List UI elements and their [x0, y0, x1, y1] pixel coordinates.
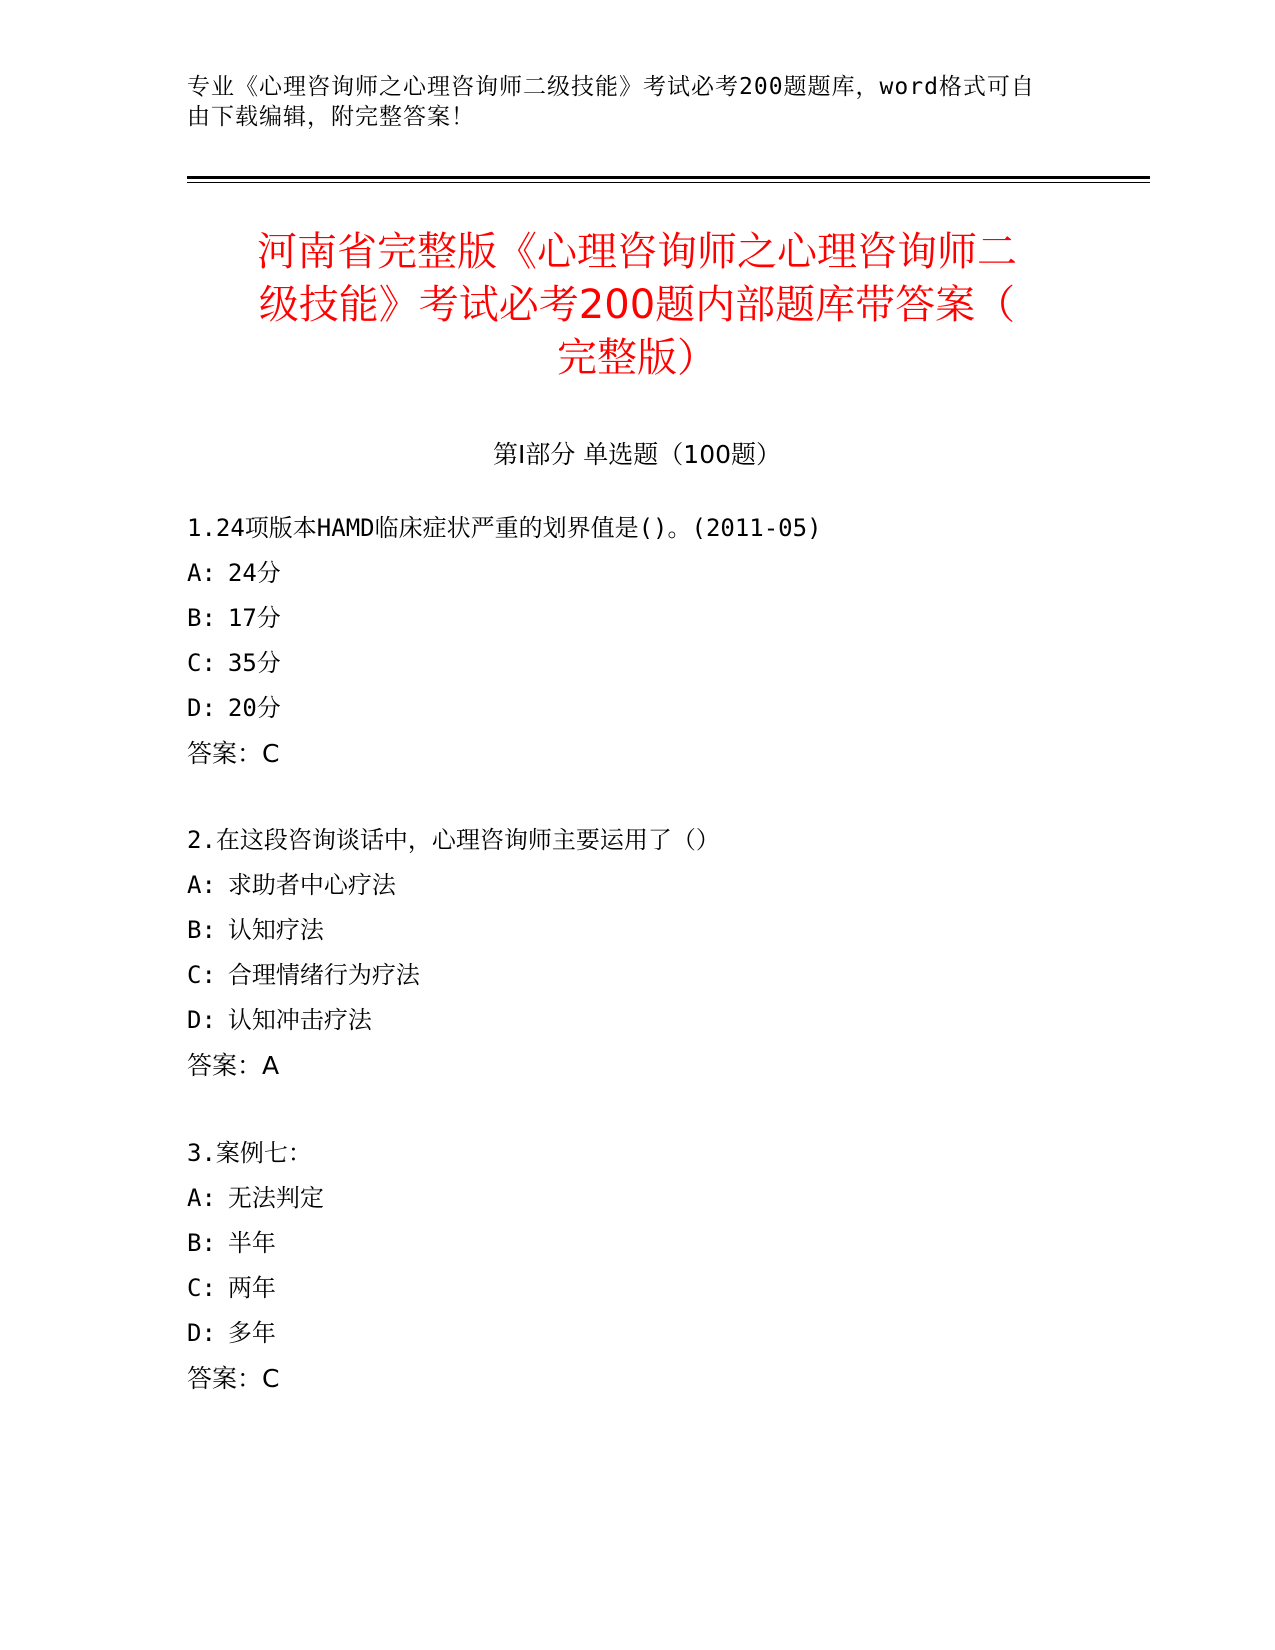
option-letter: A — [187, 871, 202, 899]
answer-value: C — [262, 1364, 280, 1393]
option-text: 35分 — [227, 649, 281, 677]
option-letter: A — [187, 559, 202, 587]
answer-separator: ： — [237, 1364, 263, 1393]
answer-separator: ： — [237, 1051, 263, 1080]
option-letter: C — [187, 649, 202, 677]
answer-label: 答案 — [187, 1364, 238, 1393]
header-line-1: 专业《心理咨询师之心理咨询师二级技能》考试必考200题题库，word格式可自 — [187, 74, 1035, 100]
answer-line — [187, 731, 1087, 776]
document-title — [187, 226, 1087, 385]
option-letter: D — [187, 694, 202, 722]
option-letter: B — [187, 604, 202, 632]
option-separator: : — [201, 649, 216, 677]
option-c — [187, 1266, 1087, 1311]
option-b — [187, 908, 1087, 953]
header-divider-thick — [187, 176, 1150, 179]
option-letter: D — [187, 1319, 202, 1347]
answer-separator: ： — [237, 739, 263, 768]
answer-label: 答案 — [187, 739, 238, 768]
question-stem: 1.24项版本HAMD临床症状严重的划界值是()。(2011-05) — [187, 514, 822, 542]
option-text: 认知冲击疗法 — [227, 1006, 372, 1034]
option-text: 两年 — [227, 1274, 276, 1302]
option-a — [187, 551, 1087, 596]
option-d — [187, 686, 1087, 731]
option-letter: B — [187, 916, 202, 944]
answer-line — [187, 1356, 1087, 1401]
option-a — [187, 863, 1087, 908]
option-separator: : — [201, 961, 216, 989]
answer-value: C — [262, 739, 280, 768]
answer-line — [187, 1043, 1087, 1088]
option-separator: : — [201, 1274, 216, 1302]
question-1 — [187, 506, 1087, 776]
option-d — [187, 998, 1087, 1043]
question-stem: 2.在这段咨询谈话中，心理咨询师主要运用了（） — [187, 826, 720, 854]
option-separator: : — [201, 1184, 216, 1212]
title-line-1: 河南省完整版《心理咨询师之心理咨询师二 — [257, 229, 1017, 275]
answer-label: 答案 — [187, 1051, 238, 1080]
option-b — [187, 596, 1087, 641]
option-letter: C — [187, 1274, 202, 1302]
option-letter: A — [187, 1184, 202, 1212]
option-text: 多年 — [227, 1319, 276, 1347]
option-b — [187, 1221, 1087, 1266]
document-header-note — [187, 72, 1067, 132]
option-separator: : — [201, 1229, 216, 1257]
title-line-2: 级技能》考试必考200题内部题库带答案（ — [258, 282, 1016, 328]
option-text: 24分 — [227, 559, 281, 587]
option-text: 20分 — [227, 694, 281, 722]
option-separator: : — [201, 916, 216, 944]
option-a — [187, 1176, 1087, 1221]
option-letter: B — [187, 1229, 202, 1257]
title-line-3: 完整版） — [557, 335, 717, 381]
option-c — [187, 953, 1087, 998]
option-separator: : — [201, 871, 216, 899]
option-letter: C — [187, 961, 202, 989]
option-text: 求助者中心疗法 — [227, 871, 396, 899]
header-divider-thin — [187, 182, 1150, 183]
header-line-2: 由下载编辑，附完整答案！ — [187, 104, 475, 130]
option-separator: : — [201, 559, 216, 587]
option-c — [187, 641, 1087, 686]
question-3 — [187, 1131, 1087, 1401]
option-text: 半年 — [227, 1229, 276, 1257]
option-separator: : — [201, 1006, 216, 1034]
section-heading: 第Ⅰ部分 单选题（100题） — [492, 440, 782, 469]
option-separator: : — [201, 694, 216, 722]
option-text: 17分 — [227, 604, 281, 632]
option-text: 认知疗法 — [227, 916, 324, 944]
question-stem: 3.案例七： — [187, 1139, 312, 1167]
option-separator: : — [201, 604, 216, 632]
option-text: 无法判定 — [227, 1184, 324, 1212]
option-d — [187, 1311, 1087, 1356]
option-separator: : — [201, 1319, 216, 1347]
option-text: 合理情绪行为疗法 — [227, 961, 420, 989]
answer-value: A — [262, 1051, 280, 1080]
question-2 — [187, 818, 1087, 1088]
option-letter: D — [187, 1006, 202, 1034]
